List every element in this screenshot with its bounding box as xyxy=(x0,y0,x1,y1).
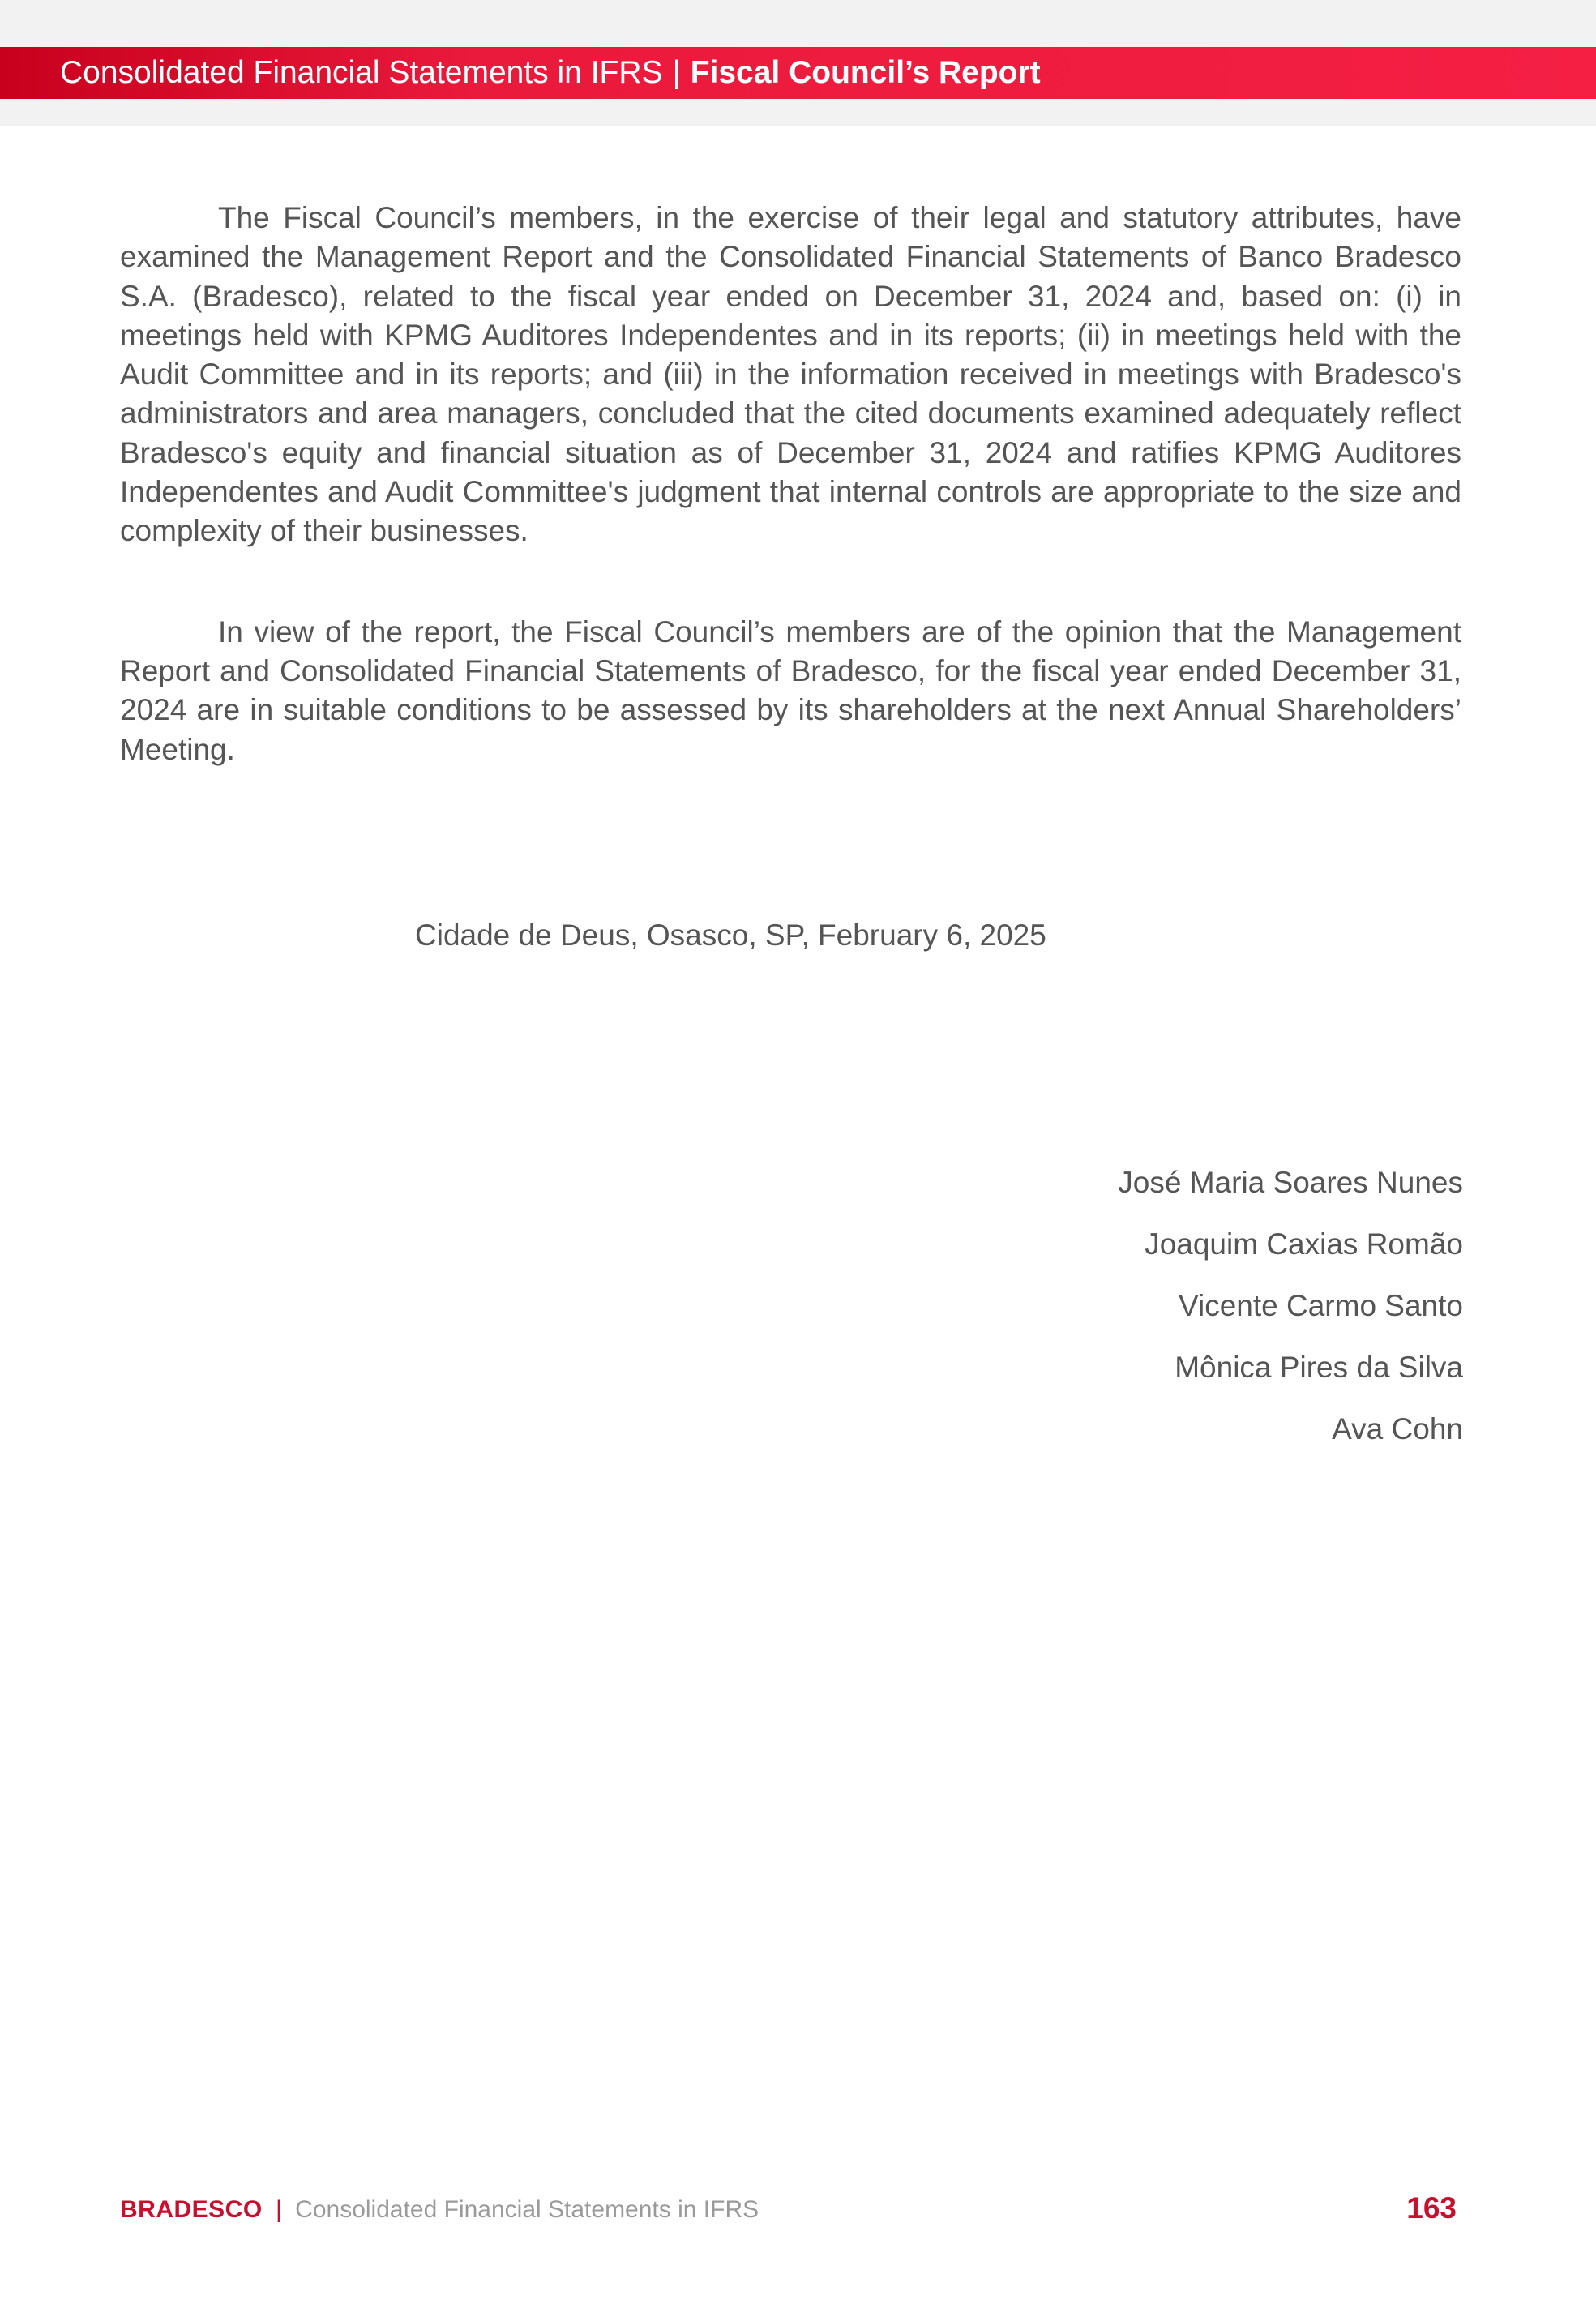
header-document-title: Consolidated Financial Statements in IFRS xyxy=(60,55,663,90)
page-number: 163 xyxy=(1406,2191,1457,2225)
body-paragraph-1: The Fiscal Council’s members, in the exercise of their legal and statutory attributes, have examined the Management Report and the Consolidated Financial Statements of Banco Bradesco S.A. (Bradesco), related to the fiscal year ended on December 31, 2024 and, based on: (i) in meetings held with KPMG Auditores Independentes and in its reports; (ii) in meetings held with the Audit Committee and in its reports; and (iii) in the information received in meetings with Bradesco's administrators and area managers, concluded that the cited documents examined adequately reflect Bradesco's equity and financial situation as of December 31, 2024 and ratifies KPMG Auditores Independentes and Audit Committee's judgment that internal controls are appropriate to the size and complexity of their businesses. xyxy=(120,201,1461,548)
footer-separator: | xyxy=(276,2196,282,2223)
page-footer xyxy=(120,2194,759,2226)
header-section-title: Fiscal Council’s Report xyxy=(690,55,1041,90)
signatory-name: Joaquim Caxias Romão xyxy=(1145,1227,1463,1261)
header-separator: | xyxy=(672,55,681,90)
signatory-name: José Maria Soares Nunes xyxy=(1118,1166,1463,1199)
footer-brand: BRADESCO xyxy=(120,2196,263,2223)
footer-document-title: Consolidated Financial Statements in IFRS xyxy=(295,2196,759,2223)
page-header xyxy=(0,47,1596,99)
signatory-name: Ava Cohn xyxy=(1332,1412,1463,1445)
signatory-name: Vicente Carmo Santo xyxy=(1178,1289,1463,1322)
place-and-date: Cidade de Deus, Osasco, SP, February 6, 2025 xyxy=(415,919,1046,952)
signatory-name: Mônica Pires da Silva xyxy=(1175,1351,1463,1384)
signatories-list xyxy=(1118,1163,1463,1471)
report-body xyxy=(120,199,1461,769)
body-paragraph-2: In view of the report, the Fiscal Council’s members are of the opinion that the Management Report and Consolidated Financial Statements of Bradesco, for the fiscal year ended December 31, 2024 are in suitable conditions to be assessed by its shareholders at the next Annual Shareholders’ Meeting. xyxy=(120,615,1461,766)
